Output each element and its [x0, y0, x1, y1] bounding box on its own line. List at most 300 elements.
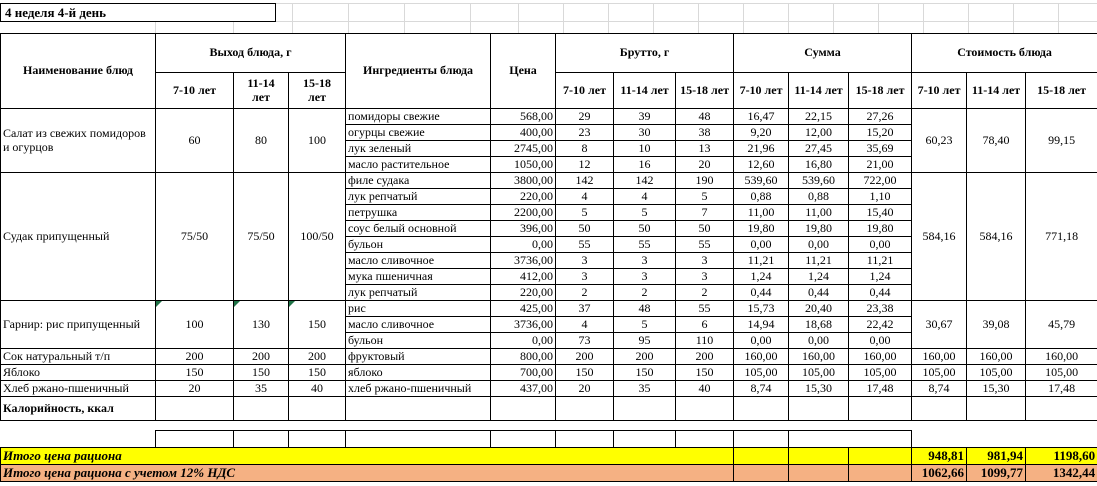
sum-cell[interactable]	[789, 205, 849, 221]
output-cell[interactable]	[289, 381, 346, 397]
price-cell[interactable]	[491, 269, 556, 285]
sum-cell[interactable]	[734, 285, 789, 301]
gross-cell[interactable]	[676, 333, 734, 349]
cost-cell[interactable]	[912, 109, 967, 173]
week-day-title-cell[interactable]	[0, 3, 276, 22]
output-cell[interactable]	[156, 349, 234, 365]
gridline	[698, 3, 699, 33]
header-age-group[interactable]	[734, 73, 789, 109]
header-age-group[interactable]	[234, 73, 289, 109]
gross-cell[interactable]	[614, 301, 676, 317]
empty-cell[interactable]	[734, 448, 789, 465]
cost-cell[interactable]	[1026, 365, 1097, 381]
price-cell[interactable]	[491, 109, 556, 125]
gap-cell[interactable]	[734, 421, 789, 431]
dish-name-cell[interactable]	[1, 365, 156, 381]
gross-cell[interactable]	[556, 285, 614, 301]
sum-cell[interactable]	[849, 333, 912, 349]
ingredient-cell[interactable]	[346, 141, 491, 157]
gross-cell-label: 13	[698, 140, 711, 155]
output-cell[interactable]	[234, 365, 289, 381]
empty-cell[interactable]	[346, 397, 491, 421]
header-output[interactable]	[156, 34, 346, 73]
empty-cell[interactable]	[789, 397, 849, 421]
gridline	[653, 3, 654, 33]
price-cell[interactable]	[491, 301, 556, 317]
sum-cell[interactable]	[789, 349, 849, 365]
sum-cell[interactable]	[734, 125, 789, 141]
price-cell[interactable]	[491, 157, 556, 173]
empty-cell[interactable]	[614, 431, 676, 448]
header-age-group[interactable]	[556, 73, 614, 109]
total-value-cell-label: 1342,44	[1052, 464, 1096, 480]
ingredient-cell[interactable]	[346, 189, 491, 205]
ingredient-cell[interactable]	[346, 317, 491, 333]
header-age-group[interactable]	[289, 73, 346, 109]
sum-cell[interactable]	[789, 317, 849, 333]
sum-cell[interactable]	[734, 301, 789, 317]
cost-cell[interactable]	[912, 173, 967, 301]
gross-cell[interactable]	[614, 173, 676, 189]
gross-cell[interactable]	[614, 221, 676, 237]
gross-cell[interactable]	[556, 173, 614, 189]
output-cell[interactable]	[234, 349, 289, 365]
empty-cell[interactable]	[491, 431, 556, 448]
empty-cell[interactable]	[156, 397, 234, 421]
dish-name-cell[interactable]	[1, 109, 156, 173]
sum-cell[interactable]	[849, 349, 912, 365]
gross-cell-label: 110	[695, 332, 714, 347]
sum-cell[interactable]	[789, 301, 849, 317]
sum-cell[interactable]	[849, 205, 912, 221]
empty-cell[interactable]	[156, 431, 234, 448]
gap-cell[interactable]	[156, 421, 234, 431]
ingredient-cell[interactable]	[346, 285, 491, 301]
sum-cell[interactable]	[789, 189, 849, 205]
sum-cell[interactable]	[849, 269, 912, 285]
gross-cell[interactable]	[614, 317, 676, 333]
header-age-group[interactable]	[789, 73, 849, 109]
empty-cell[interactable]	[849, 397, 912, 421]
gross-cell[interactable]	[676, 221, 734, 237]
empty-cell[interactable]	[491, 397, 556, 421]
empty-cell[interactable]	[614, 397, 676, 421]
total-value-cell[interactable]	[1026, 465, 1097, 482]
sum-cell[interactable]	[734, 109, 789, 125]
output-cell[interactable]	[289, 109, 346, 173]
price-cell[interactable]	[491, 333, 556, 349]
empty-cell[interactable]	[789, 465, 849, 482]
sum-cell[interactable]	[789, 365, 849, 381]
sum-cell[interactable]	[849, 365, 912, 381]
cost-cell-label: 17,48	[1048, 380, 1076, 395]
cost-cell[interactable]	[967, 109, 1026, 173]
header-age-group[interactable]	[849, 73, 912, 109]
gross-cell[interactable]	[676, 141, 734, 157]
output-cell[interactable]	[289, 173, 346, 301]
sum-cell[interactable]	[849, 173, 912, 189]
gross-cell[interactable]	[676, 189, 734, 205]
price-cell-label: 437,00	[520, 380, 554, 395]
empty-cell[interactable]	[912, 397, 967, 421]
gross-cell[interactable]	[556, 253, 614, 269]
empty-cell[interactable]	[789, 448, 849, 465]
gross-cell[interactable]	[614, 285, 676, 301]
gap-cell[interactable]	[234, 421, 289, 431]
total-value-cell[interactable]	[967, 448, 1026, 465]
gross-cell-label: 3	[701, 252, 708, 267]
ingredient-cell[interactable]	[346, 125, 491, 141]
gross-cell[interactable]	[676, 365, 734, 381]
output-cell-label: 150	[308, 364, 327, 379]
sum-cell[interactable]	[849, 221, 912, 237]
gross-cell[interactable]	[676, 285, 734, 301]
gross-cell[interactable]	[676, 269, 734, 285]
gross-cell[interactable]	[614, 333, 676, 349]
sum-cell[interactable]	[734, 381, 789, 397]
cost-cell[interactable]	[1026, 173, 1097, 301]
output-cell-label: 150	[252, 364, 270, 379]
cost-cell[interactable]	[1026, 109, 1097, 173]
price-cell[interactable]	[491, 237, 556, 253]
gross-cell[interactable]	[556, 381, 614, 397]
ingredient-cell[interactable]	[346, 365, 491, 381]
cost-cell[interactable]	[1026, 301, 1097, 349]
sum-cell[interactable]	[789, 173, 849, 189]
gross-cell-label: 150	[575, 364, 594, 379]
empty-cell[interactable]	[346, 431, 491, 448]
price-cell[interactable]	[491, 365, 556, 381]
gap-cell[interactable]	[967, 421, 1026, 431]
gross-cell[interactable]	[556, 109, 614, 125]
gross-cell[interactable]	[556, 157, 614, 173]
cost-cell[interactable]	[912, 381, 967, 397]
gross-cell[interactable]	[676, 317, 734, 333]
output-cell[interactable]	[234, 301, 289, 349]
output-cell[interactable]	[234, 109, 289, 173]
dish-name-cell[interactable]	[1, 173, 156, 301]
gross-cell[interactable]	[676, 237, 734, 253]
sum-cell[interactable]	[789, 109, 849, 125]
sum-cell[interactable]	[734, 349, 789, 365]
gap-cell[interactable]	[849, 421, 912, 431]
gap-cell[interactable]	[289, 421, 346, 431]
sum-cell-label: 11,00	[747, 204, 775, 219]
dish-name-cell[interactable]	[1, 349, 156, 365]
header-age-group-label: 7-10 лет	[917, 82, 961, 97]
gap-cell[interactable]	[789, 421, 849, 431]
ingredient-cell[interactable]	[346, 333, 491, 349]
gross-cell[interactable]	[614, 381, 676, 397]
empty-cell[interactable]	[967, 397, 1026, 421]
gross-cell-label: 3	[581, 268, 588, 283]
gross-cell[interactable]	[614, 157, 676, 173]
total-value-cell[interactable]	[967, 465, 1026, 482]
price-cell-label: 400,00	[520, 124, 554, 139]
gridline	[155, 21, 156, 33]
sum-cell[interactable]	[789, 157, 849, 173]
price-cell[interactable]	[491, 381, 556, 397]
gap-cell[interactable]	[346, 421, 491, 431]
empty-cell[interactable]	[734, 465, 789, 482]
gross-cell-label: 6	[701, 316, 708, 331]
output-cell[interactable]	[156, 365, 234, 381]
sum-cell[interactable]	[789, 221, 849, 237]
header-cost[interactable]	[912, 34, 1097, 73]
header-age-group-label: 15-18 лет	[1037, 82, 1087, 97]
output-cell[interactable]	[156, 301, 234, 349]
price-cell[interactable]	[491, 253, 556, 269]
gap-cell[interactable]	[676, 421, 734, 431]
price-cell[interactable]	[491, 285, 556, 301]
output-cell[interactable]	[156, 109, 234, 173]
empty-cell[interactable]	[289, 431, 346, 448]
price-cell[interactable]	[491, 205, 556, 221]
sum-cell[interactable]	[789, 285, 849, 301]
gross-cell[interactable]	[556, 317, 614, 333]
sum-cell[interactable]	[849, 141, 912, 157]
gross-cell[interactable]	[556, 221, 614, 237]
header-dish-name[interactable]	[1, 34, 156, 109]
gross-cell[interactable]	[556, 141, 614, 157]
price-cell-label: 0,00	[532, 236, 554, 251]
gross-cell-label: 5	[641, 204, 648, 219]
calories-label-cell[interactable]	[1, 397, 156, 421]
gap-cell[interactable]	[491, 421, 556, 431]
sum-cell[interactable]	[849, 301, 912, 317]
empty-cell[interactable]	[676, 431, 734, 448]
header-gross[interactable]	[556, 34, 734, 73]
empty-cell[interactable]	[967, 431, 1026, 448]
sum-cell[interactable]	[849, 253, 912, 269]
total-label-cell-label: Итого цена рациона	[3, 447, 122, 463]
gross-cell[interactable]	[556, 365, 614, 381]
ingredient-cell[interactable]	[346, 157, 491, 173]
ingredient-cell[interactable]	[346, 301, 491, 317]
sum-cell[interactable]	[789, 381, 849, 397]
output-cell[interactable]	[234, 173, 289, 301]
ingredient-cell[interactable]	[346, 349, 491, 365]
empty-cell[interactable]	[849, 448, 912, 465]
empty-cell[interactable]	[1026, 431, 1097, 448]
price-cell[interactable]	[491, 349, 556, 365]
empty-cell[interactable]	[734, 431, 789, 448]
empty-cell[interactable]	[556, 397, 614, 421]
output-cell[interactable]	[289, 365, 346, 381]
header-price[interactable]	[491, 34, 556, 109]
dish-name-cell[interactable]	[1, 381, 156, 397]
gross-cell[interactable]	[556, 237, 614, 253]
cost-cell[interactable]	[912, 349, 967, 365]
sum-cell[interactable]	[734, 269, 789, 285]
empty-cell[interactable]	[1026, 397, 1097, 421]
gross-cell[interactable]	[556, 125, 614, 141]
cost-cell[interactable]	[1026, 381, 1097, 397]
gross-cell[interactable]	[556, 205, 614, 221]
sum-cell[interactable]	[849, 125, 912, 141]
empty-cell[interactable]	[289, 397, 346, 421]
gap-cell[interactable]	[1, 421, 156, 431]
output-cell[interactable]	[156, 173, 234, 301]
sum-cell[interactable]	[789, 269, 849, 285]
gross-cell[interactable]	[676, 109, 734, 125]
output-cell[interactable]	[289, 349, 346, 365]
empty-cell[interactable]	[1, 431, 156, 448]
dish-name-cell-label: Сок натуральный т/п	[3, 348, 111, 363]
sum-cell[interactable]	[734, 189, 789, 205]
sum-cell[interactable]	[849, 189, 912, 205]
output-cell[interactable]	[156, 381, 234, 397]
gap-cell[interactable]	[912, 421, 967, 431]
gross-cell[interactable]	[556, 333, 614, 349]
sum-cell[interactable]	[849, 317, 912, 333]
gross-cell[interactable]	[614, 205, 676, 221]
empty-cell[interactable]	[912, 431, 967, 448]
sum-cell[interactable]	[849, 157, 912, 173]
empty-cell[interactable]	[849, 465, 912, 482]
cost-cell[interactable]	[912, 365, 967, 381]
sum-cell[interactable]	[849, 285, 912, 301]
gross-cell[interactable]	[614, 269, 676, 285]
empty-cell[interactable]	[556, 431, 614, 448]
empty-cell[interactable]	[234, 431, 289, 448]
total-value-cell[interactable]	[912, 465, 967, 482]
gross-cell[interactable]	[614, 189, 676, 205]
gross-cell[interactable]	[556, 269, 614, 285]
price-cell[interactable]	[491, 189, 556, 205]
gross-cell[interactable]	[676, 301, 734, 317]
ingredient-cell[interactable]	[346, 221, 491, 237]
total-value-cell[interactable]	[912, 448, 967, 465]
header-age-group[interactable]	[912, 73, 967, 109]
sum-cell[interactable]	[849, 237, 912, 253]
cost-cell[interactable]	[1026, 349, 1097, 365]
gross-cell[interactable]	[614, 237, 676, 253]
sum-cell[interactable]	[849, 381, 912, 397]
cost-cell[interactable]	[967, 381, 1026, 397]
ingredient-cell[interactable]	[346, 253, 491, 269]
gross-cell[interactable]	[614, 253, 676, 269]
sum-cell[interactable]	[789, 333, 849, 349]
gross-cell[interactable]	[676, 173, 734, 189]
ingredient-cell[interactable]	[346, 109, 491, 125]
gross-cell-label: 3	[641, 268, 648, 283]
sum-cell[interactable]	[734, 173, 789, 189]
ingredient-cell[interactable]	[346, 205, 491, 221]
sum-cell[interactable]	[734, 221, 789, 237]
output-cell[interactable]	[234, 381, 289, 397]
sum-cell[interactable]	[734, 365, 789, 381]
header-age-group[interactable]	[1026, 73, 1097, 109]
ingredient-cell[interactable]	[346, 237, 491, 253]
gross-cell[interactable]	[676, 157, 734, 173]
sum-cell-label: 0,00	[750, 332, 772, 347]
gross-cell-label: 200	[695, 348, 714, 363]
gross-cell[interactable]	[676, 125, 734, 141]
header-age-group[interactable]	[156, 73, 234, 109]
gross-cell-label: 3	[581, 252, 588, 267]
empty-cell[interactable]	[234, 397, 289, 421]
cost-cell[interactable]	[967, 301, 1026, 349]
gridline	[276, 21, 1097, 22]
gridline	[743, 3, 744, 33]
sum-cell[interactable]	[734, 237, 789, 253]
gross-cell[interactable]	[556, 349, 614, 365]
sum-cell[interactable]	[734, 317, 789, 333]
header-ingredients[interactable]	[346, 34, 491, 109]
cost-cell[interactable]	[912, 301, 967, 349]
empty-cell[interactable]	[676, 397, 734, 421]
gross-cell-label: 55	[698, 300, 711, 315]
sum-cell[interactable]	[734, 205, 789, 221]
sum-cell[interactable]	[789, 141, 849, 157]
header-age-group[interactable]	[967, 73, 1026, 109]
gross-cell[interactable]	[676, 349, 734, 365]
gross-cell[interactable]	[676, 253, 734, 269]
dish-name-cell[interactable]	[1, 301, 156, 349]
sum-cell[interactable]	[789, 253, 849, 269]
gross-cell[interactable]	[676, 205, 734, 221]
ingredient-cell[interactable]	[346, 269, 491, 285]
ingredient-cell[interactable]	[346, 173, 491, 189]
gap-cell[interactable]	[1026, 421, 1097, 431]
ingredient-cell[interactable]	[346, 381, 491, 397]
gross-cell[interactable]	[614, 349, 676, 365]
gridline	[233, 21, 234, 33]
price-cell[interactable]	[491, 221, 556, 237]
sum-cell[interactable]	[789, 237, 849, 253]
gross-cell[interactable]	[614, 141, 676, 157]
price-cell[interactable]	[491, 317, 556, 333]
total-value-cell[interactable]	[1026, 448, 1097, 465]
sum-cell[interactable]	[734, 253, 789, 269]
header-age-group[interactable]	[676, 73, 734, 109]
gross-cell[interactable]	[614, 125, 676, 141]
cost-cell[interactable]	[967, 349, 1026, 365]
gross-cell[interactable]	[614, 109, 676, 125]
total-label-cell[interactable]	[1, 448, 734, 465]
total-label-cell[interactable]	[1, 465, 734, 482]
gross-cell[interactable]	[614, 365, 676, 381]
cost-cell[interactable]	[967, 365, 1026, 381]
price-cell[interactable]	[491, 125, 556, 141]
empty-cell[interactable]	[789, 431, 912, 448]
sum-cell[interactable]	[849, 109, 912, 125]
output-cell[interactable]	[289, 301, 346, 349]
header-sum[interactable]	[734, 34, 912, 73]
sum-cell[interactable]	[789, 125, 849, 141]
price-cell-label: 425,00	[520, 300, 554, 315]
sum-cell-label: 105,00	[863, 364, 897, 379]
sum-cell[interactable]	[734, 333, 789, 349]
empty-cell[interactable]	[734, 397, 789, 421]
gap-cell[interactable]	[556, 421, 614, 431]
gross-cell[interactable]	[556, 189, 614, 205]
sum-cell-label: 0,44	[869, 284, 891, 299]
gross-cell[interactable]	[556, 301, 614, 317]
total-value-cell-label: 1198,60	[1053, 447, 1096, 463]
cost-cell[interactable]	[967, 173, 1026, 301]
sum-cell-label: 16,80	[805, 156, 833, 171]
gap-cell[interactable]	[614, 421, 676, 431]
gross-cell-label: 50	[578, 220, 591, 235]
price-cell[interactable]	[491, 141, 556, 157]
sum-cell[interactable]	[734, 157, 789, 173]
sum-cell[interactable]	[734, 141, 789, 157]
gross-cell[interactable]	[676, 381, 734, 397]
price-cell[interactable]	[491, 173, 556, 189]
header-age-group[interactable]	[614, 73, 676, 109]
